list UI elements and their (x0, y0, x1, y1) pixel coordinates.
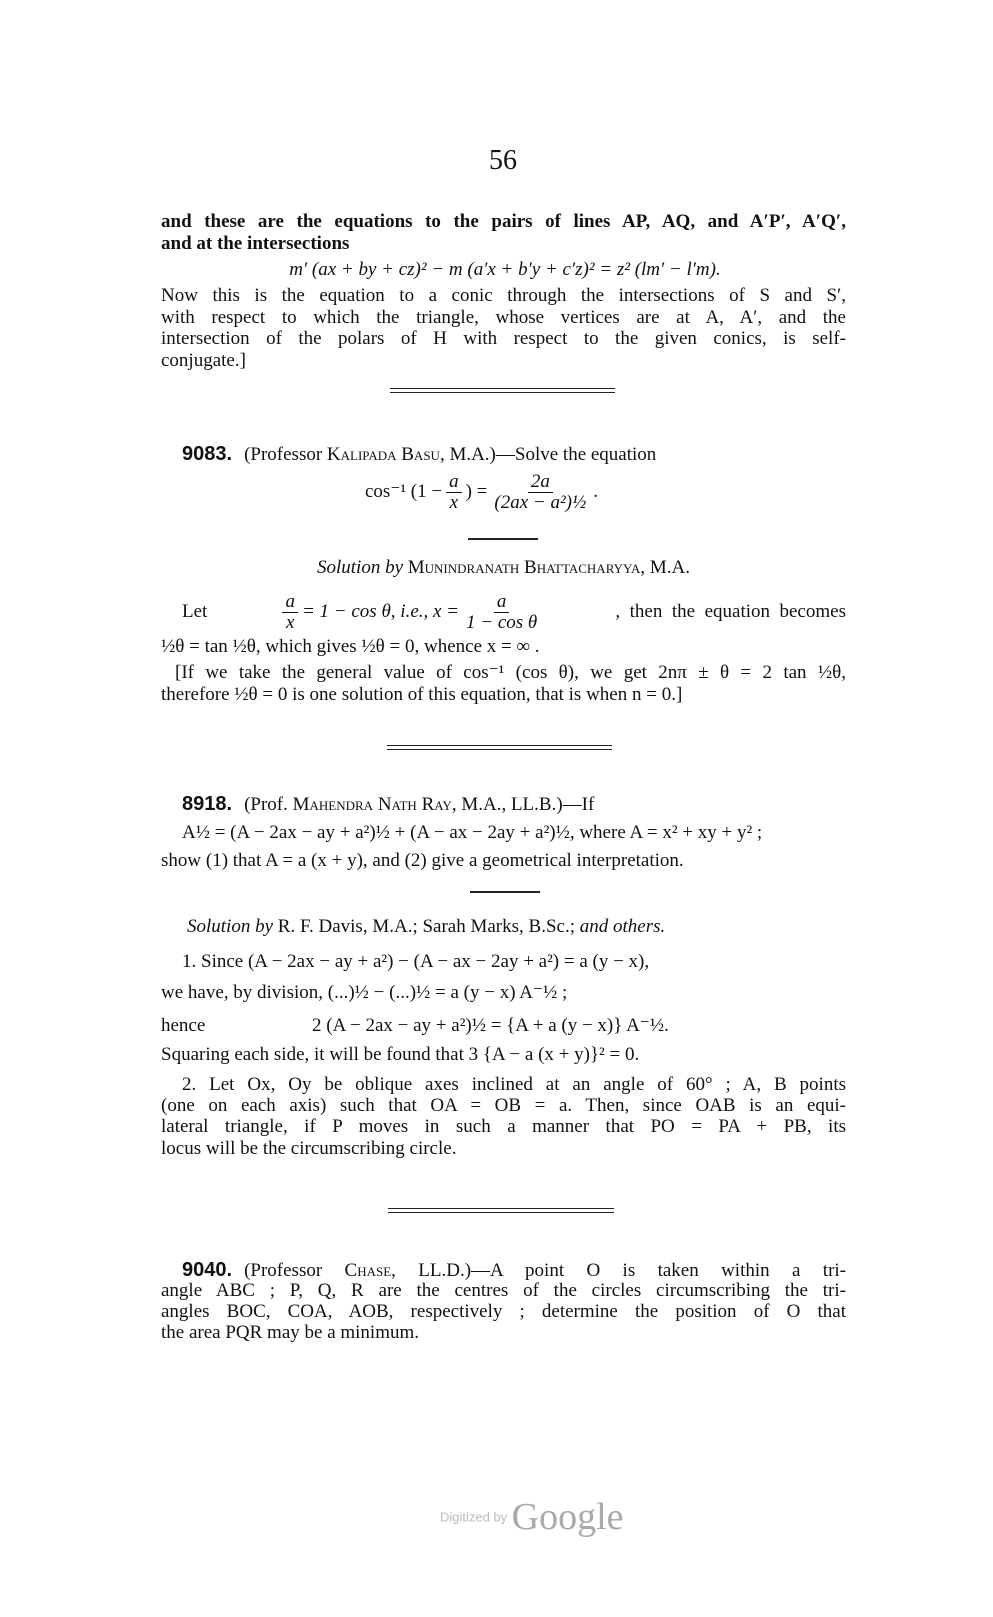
equation: m′ (ax + by + cz)² − m (a′x + b′y + c′z)² = z² (lm′ − l′m). (289, 259, 721, 280)
short-rule (468, 538, 538, 540)
short-rule (470, 891, 540, 893)
proposer-prefix: (Professor (244, 444, 327, 465)
proposer-name: Chase (344, 1260, 392, 1281)
text-line: ½θ = tan ½θ, which gives ½θ = 0, whence x = ∞ . (161, 636, 540, 657)
proposer-prefix: (Professor (244, 1260, 345, 1281)
solution-by-label: Solution by (187, 916, 274, 937)
eq-part: cos⁻¹ (1 − (365, 481, 443, 502)
digitized-by-google-watermark (440, 1495, 624, 1539)
text-line: locus will be the circumscribing circle. (161, 1138, 457, 1159)
question-heading (182, 443, 782, 466)
text-line: A½ = (A − 2ax − ay + a²)½ + (A − ax − 2ay + a²)½, where A = x² + xy + y² ; (182, 822, 763, 843)
text-line: angle ABC ; P, Q, R are the centres of the circles circumscribing the tri- (161, 1280, 846, 1301)
text-line: hence (161, 1015, 206, 1036)
proposer-prefix: (Prof. (244, 794, 293, 815)
text-line: with respect to which the triangle, whose vertices are at A, A′, and the (161, 307, 846, 328)
section-divider (390, 388, 615, 393)
eq-part: , then the equation becomes (615, 601, 846, 622)
equation: 2 (A − 2ax − ay + a²)½ = {A + a (y − x)} A⁻½. (312, 1015, 669, 1036)
eq-part: ) = (465, 481, 488, 502)
text-line: the area PQR may be a minimum. (161, 1322, 420, 1343)
solver-suffix: , M.A. (640, 557, 691, 578)
page-number: 56 (489, 145, 517, 176)
numerator: a (494, 592, 510, 613)
question-number: 8918. (182, 793, 233, 815)
text-line: show (1) that A = a (x + y), and (2) give a geometrical interpretation. (161, 850, 684, 871)
denominator: 1 − cos θ (466, 612, 538, 634)
proposer-suffix: , M.A.)—Solve the equation (439, 444, 657, 465)
proposer-name: Mahendra Nath Ray (292, 794, 452, 815)
eq-part: = 1 − cos θ, i.e., x = (301, 601, 460, 622)
fraction (282, 592, 298, 633)
text-line: [If we take the general value of cos⁻¹ (cos θ), we get 2nπ ± θ = 2 tan ½θ, (175, 662, 846, 683)
text-line: Now this is the equation to a conic through the intersections of S and S′, (161, 285, 846, 306)
text-line: lateral triangle, if P moves in such a manner that PO = PA + PB, its (161, 1116, 846, 1137)
fraction (463, 592, 540, 633)
section-divider (388, 1208, 614, 1213)
solver-names: R. F. Davis, M.A.; Sarah Marks, B.Sc.; (277, 916, 575, 937)
proposer-suffix: , LL.D.)—A point O is taken within a tri- (391, 1260, 846, 1281)
solver-suffix: and others. (579, 916, 666, 937)
text-line: angles BOC, COA, AOB, respectively ; determine the position of O that (161, 1301, 846, 1322)
numerator: 2a (528, 472, 553, 493)
text-line: Squaring each side, it will be found that 3 {A − a (x + y)}² = 0. (161, 1044, 640, 1065)
numerator: a (446, 472, 462, 493)
fraction (446, 472, 462, 513)
proposer-suffix: , M.A., LL.B.)—If (451, 794, 595, 815)
text-line: 1. Since (A − 2ax − ay + a²) − (A − ax − 2ay + a²) = a (y − x), (182, 951, 650, 972)
solution-by-label: Solution by (316, 557, 404, 578)
eq-part: . (593, 481, 599, 502)
section-divider (387, 745, 612, 750)
numerator: a (282, 592, 298, 613)
denominator: x (286, 612, 295, 634)
text-line: and these are the equations to the pairs of lines AP, AQ, and A′P′, A′Q′, (161, 211, 846, 232)
proposer-name: Kalipada Basu (326, 444, 440, 465)
eq-part: Let (182, 601, 208, 622)
solution-line (182, 590, 846, 634)
text-line: and at the intersections (161, 233, 350, 254)
watermark-prefix: Digitized by (440, 1509, 508, 1525)
text-line: we have, by division, (...)½ − (...)½ = a (y − x) A⁻½ ; (161, 982, 568, 1003)
equation (365, 470, 665, 514)
text-line: therefore ½θ = 0 is one solution of this equation, that is when n = 0.] (161, 684, 683, 705)
google-logo: Google (511, 1496, 624, 1538)
denominator: (2ax − a²)½ (494, 492, 587, 514)
solver-name: Munindranath Bhattacharyya (407, 557, 641, 578)
text-line: 2. Let Ox, Oy be oblique axes inclined at an angle of 60° ; A, B points (182, 1074, 846, 1095)
denominator: x (449, 492, 459, 514)
solution-by-line (187, 916, 846, 938)
question-heading (182, 793, 782, 816)
solution-by-line (161, 557, 846, 579)
question-heading (182, 1259, 846, 1282)
text-line: intersection of the polars of H with respect to the given conics, is self- (161, 328, 846, 349)
fraction (491, 472, 589, 513)
question-number: 9083. (182, 443, 233, 465)
text-line: (one on each axis) such that OA = OB = a. Then, since OAB is an equi- (161, 1095, 846, 1116)
question-number: 9040. (182, 1259, 233, 1281)
text-line: conjugate.] (161, 350, 246, 371)
